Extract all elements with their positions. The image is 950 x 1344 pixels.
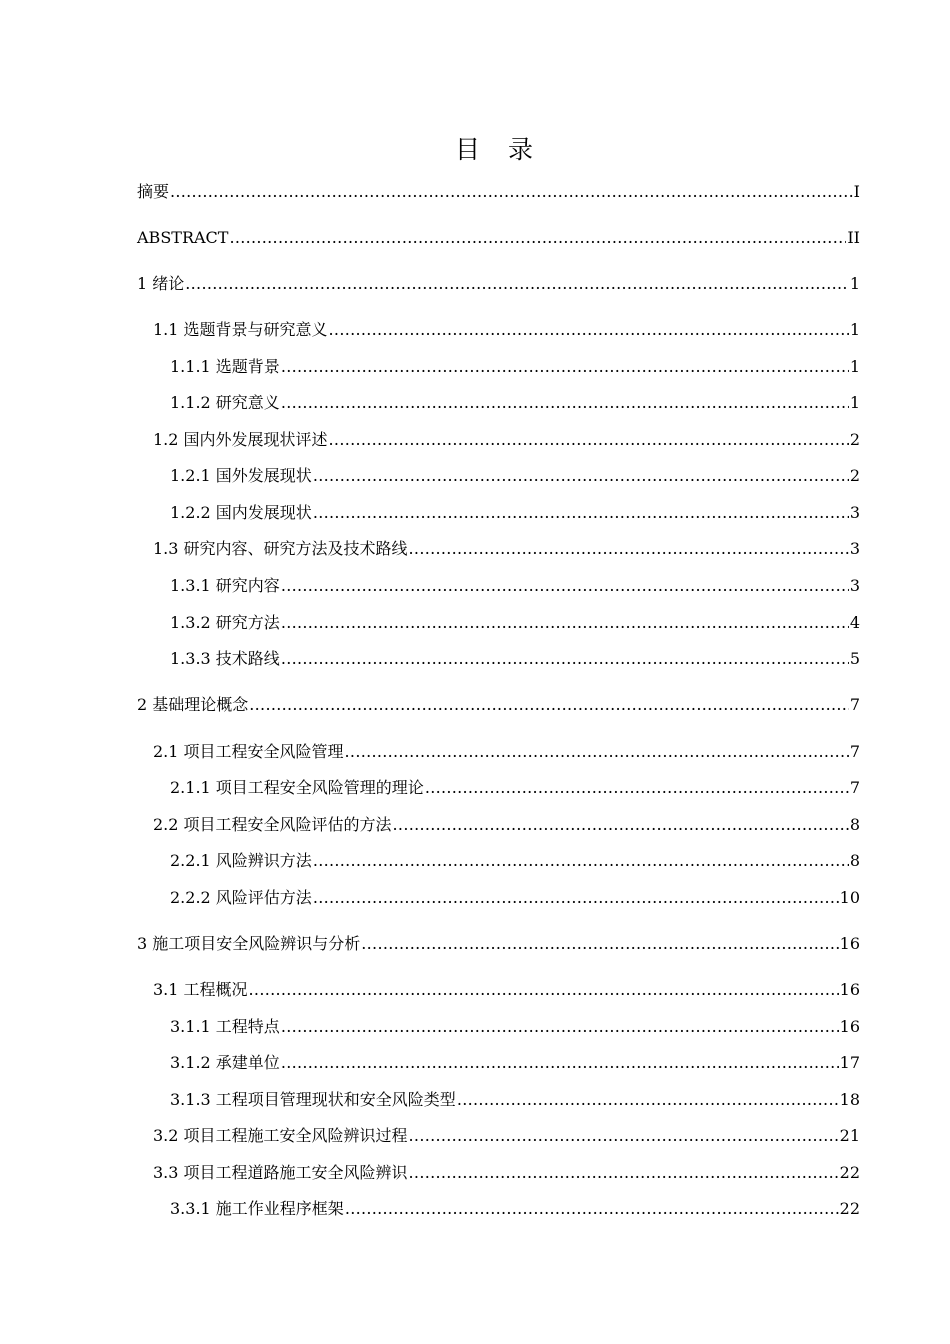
toc-entry-page: II	[847, 228, 860, 247]
toc-entry-page: 2	[849, 430, 860, 449]
dot-leader	[393, 814, 849, 836]
toc-entry-1-1[interactable]	[153, 319, 860, 341]
page-title: 目 录	[455, 135, 543, 164]
toc-entry-3-1-3[interactable]	[170, 1089, 860, 1111]
dot-leader	[409, 1125, 839, 1147]
toc-entry-3-3[interactable]	[153, 1162, 860, 1184]
toc-entry-page: 10	[839, 888, 860, 907]
toc-entry-page: 7	[849, 778, 860, 797]
toc-entry-label: 2.1.1 项目工程安全风险管理的理论	[170, 778, 424, 797]
toc-entry-label: 3.3.1 施工作业程序框架	[170, 1199, 344, 1218]
toc-entry-1-1-1[interactable]	[170, 356, 860, 378]
toc-entry-page: 16	[839, 980, 860, 999]
dot-leader	[361, 933, 838, 955]
dot-leader	[229, 227, 846, 249]
toc-entry-label: 1.1.2 研究意义	[170, 393, 280, 412]
toc-entry-3-1-2[interactable]	[170, 1052, 860, 1074]
dot-leader	[329, 319, 849, 341]
toc-entry-label: ABSTRACT	[137, 228, 229, 247]
dot-leader	[170, 181, 853, 203]
toc-entry-1-3-2[interactable]	[170, 612, 860, 634]
dot-leader	[281, 1016, 839, 1038]
toc-entry-page: 22	[839, 1199, 860, 1218]
toc-entry-2-2-2[interactable]	[170, 887, 860, 909]
toc-entry-2-2[interactable]	[153, 814, 860, 836]
toc-entry-label: 1 绪论	[137, 274, 185, 293]
dot-leader	[281, 575, 849, 597]
toc-entry-label: 1.3 研究内容、研究方法及技术路线	[153, 539, 408, 558]
dot-leader	[281, 1052, 839, 1074]
dot-leader	[345, 1198, 839, 1220]
toc-entry-page: 16	[839, 934, 860, 953]
toc-entry-label: 2.1 项目工程安全风险管理	[153, 742, 344, 761]
toc-entry-page: 7	[849, 695, 860, 714]
toc-entry-label: 1.3.1 研究内容	[170, 576, 280, 595]
toc-entry-3-3-1[interactable]	[170, 1198, 860, 1220]
toc-entry-label: 2.2.2 风险评估方法	[170, 888, 312, 907]
toc-entry-page: 3	[849, 503, 860, 522]
toc-entry-label: 1.1 选题背景与研究意义	[153, 320, 328, 339]
dot-leader	[313, 502, 849, 524]
toc-entry-label: 2.2.1 风险辨识方法	[170, 851, 312, 870]
toc-entry-chapter-3[interactable]	[137, 933, 860, 955]
toc-entry-1-2-2[interactable]	[170, 502, 860, 524]
dot-leader	[409, 1162, 839, 1184]
dot-leader	[281, 612, 849, 634]
dot-leader	[425, 777, 849, 799]
dot-leader	[281, 648, 849, 670]
toc-entry-2-2-1[interactable]	[170, 850, 860, 872]
toc-entry-label: 1.1.1 选题背景	[170, 357, 280, 376]
toc-entry-page: I	[853, 182, 860, 201]
toc-entry-page: 1	[849, 320, 860, 339]
dot-leader	[313, 887, 839, 909]
dot-leader	[249, 694, 849, 716]
toc-entry-abstract-cn[interactable]	[137, 181, 860, 203]
dot-leader	[329, 429, 849, 451]
toc-entry-label: 1.2.1 国外发展现状	[170, 466, 312, 485]
toc-entry-label: 3.1 工程概况	[153, 980, 248, 999]
toc-entry-label: 摘要	[137, 182, 170, 201]
toc-entry-page: 3	[849, 576, 860, 595]
toc-entry-1-1-2[interactable]	[170, 392, 860, 414]
toc-entry-1-3-3[interactable]	[170, 648, 860, 670]
toc-entry-page: 7	[849, 742, 860, 761]
toc-entry-page: 8	[849, 851, 860, 870]
toc-entry-page: 8	[849, 815, 860, 834]
toc-entry-1-2[interactable]	[153, 429, 860, 451]
toc-entry-2-1-1[interactable]	[170, 777, 860, 799]
toc-entry-page: 1	[849, 357, 860, 376]
toc-entry-page: 17	[839, 1053, 860, 1072]
toc-entry-label: 3.1.3 工程项目管理现状和安全风险类型	[170, 1090, 456, 1109]
toc-entry-page: 3	[849, 539, 860, 558]
toc-entry-label: 1.2 国内外发展现状评述	[153, 430, 328, 449]
toc-entry-page: 2	[849, 466, 860, 485]
toc-entry-chapter-1[interactable]	[137, 273, 860, 295]
toc-entry-1-3-1[interactable]	[170, 575, 860, 597]
toc-entry-label: 1.3.3 技术路线	[170, 649, 280, 668]
toc-entry-label: 1.2.2 国内发展现状	[170, 503, 312, 522]
toc-entry-3-1-1[interactable]	[170, 1016, 860, 1038]
toc-entry-label: 2.2 项目工程安全风险评估的方法	[153, 815, 392, 834]
toc-entry-3-1[interactable]	[153, 979, 860, 1001]
toc-entry-page: 5	[849, 649, 860, 668]
dot-leader	[185, 273, 849, 295]
dot-leader	[249, 979, 839, 1001]
dot-leader	[313, 465, 849, 487]
toc-entry-3-2[interactable]	[153, 1125, 860, 1147]
toc-entry-page: 16	[839, 1017, 860, 1036]
toc-entry-label: 1.3.2 研究方法	[170, 613, 280, 632]
toc-entry-abstract-en[interactable]	[137, 227, 860, 249]
dot-leader	[457, 1089, 839, 1111]
dot-leader	[281, 392, 849, 414]
toc-entry-page: 4	[849, 613, 860, 632]
toc-entry-page: 21	[839, 1126, 860, 1145]
dot-leader	[409, 538, 849, 560]
dot-leader	[313, 850, 849, 872]
toc-entry-2-1[interactable]	[153, 741, 860, 763]
toc-entry-label: 2 基础理论概念	[137, 695, 249, 714]
toc-entry-label: 3 施工项目安全风险辨识与分析	[137, 934, 361, 953]
toc-entry-page: 1	[849, 393, 860, 412]
toc-entry-1-2-1[interactable]	[170, 465, 860, 487]
dot-leader	[281, 356, 849, 378]
toc-entry-label: 3.2 项目工程施工安全风险辨识过程	[153, 1126, 408, 1145]
toc-entry-page: 18	[839, 1090, 860, 1109]
toc-entry-label: 3.1.2 承建单位	[170, 1053, 280, 1072]
toc-entry-page: 22	[839, 1163, 860, 1182]
toc-entry-label: 3.1.1 工程特点	[170, 1017, 280, 1036]
toc-entry-page: 1	[849, 274, 860, 293]
toc-entry-label: 3.3 项目工程道路施工安全风险辨识	[153, 1163, 408, 1182]
toc-entry-chapter-2[interactable]	[137, 694, 860, 716]
dot-leader	[345, 741, 849, 763]
toc-entry-1-3[interactable]	[153, 538, 860, 560]
